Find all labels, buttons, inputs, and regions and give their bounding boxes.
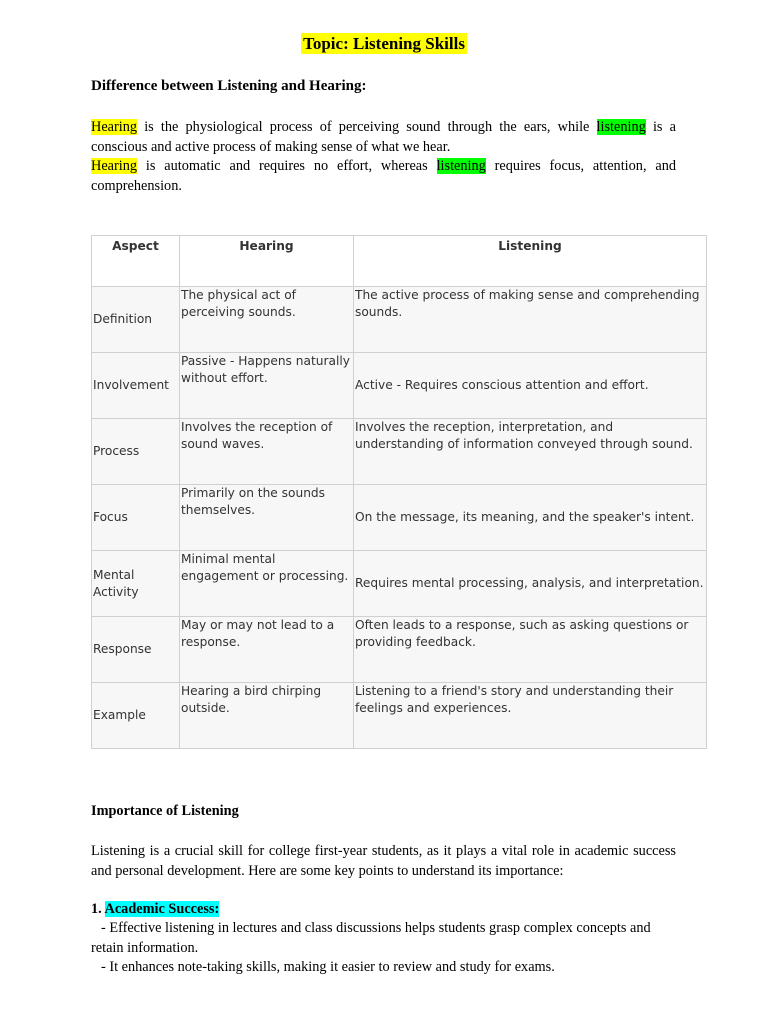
- table-cell-aspect: Definition: [92, 287, 180, 353]
- page-title-text: Topic: Listening Skills: [303, 34, 465, 53]
- point-heading: [91, 900, 691, 920]
- paragraph-text: is a conscious and active process of making sense of what we hear.: [91, 119, 676, 155]
- table-cell-listening: Listening to a friend's story and understanding their feelings and experiences.: [354, 683, 707, 749]
- page-title: [0, 34, 768, 54]
- table-cell-listening: Requires mental processing, analysis, and interpretation.: [354, 551, 707, 617]
- table-cell-listening: Involves the reception, interpretation, and understanding of information conveyed through sound.: [354, 419, 707, 485]
- table-row: [92, 551, 707, 617]
- paragraph-importance-intro: Listening is a crucial skill for college first-year students, as it plays a vital role in academic success and personal development. Here are some key points to understand its importance:: [91, 843, 676, 879]
- table-cell-hearing: Involves the reception of sound waves.: [180, 419, 354, 485]
- table-cell-hearing: Minimal mental engagement or processing.: [180, 551, 354, 617]
- table-header: Listening: [354, 236, 707, 287]
- table-cell-aspect: Focus: [92, 485, 180, 551]
- paragraph-text: is the physiological process of perceiving sound through the ears, while: [137, 119, 597, 135]
- table-cell-listening: Active - Requires conscious attention and effort.: [354, 353, 707, 419]
- table-cell-listening: Often leads to a response, such as asking questions or providing feedback.: [354, 617, 707, 683]
- section-heading-importance: Importance of Listening: [91, 803, 239, 819]
- table-cell-aspect: Mental Activity: [92, 551, 180, 617]
- section-heading-difference: Difference between Listening and Hearing:: [91, 78, 367, 94]
- paragraph-definition: [91, 118, 676, 196]
- table-row: [92, 419, 707, 485]
- highlight-hearing: Hearing: [91, 119, 138, 135]
- table-cell-aspect: Involvement: [92, 353, 180, 419]
- point-number: 1.: [91, 901, 105, 917]
- table-cell-hearing: May or may not lead to a response.: [180, 617, 354, 683]
- table-cell-aspect: Response: [92, 617, 180, 683]
- table-cell-aspect: Example: [92, 683, 180, 749]
- point-title: Academic Success:: [104, 901, 220, 917]
- table-row: [92, 683, 707, 749]
- table-cell-hearing: The physical act of perceiving sounds.: [180, 287, 354, 353]
- highlight-listening: listening: [596, 119, 646, 135]
- table-row: [92, 287, 707, 353]
- table-cell-hearing: Passive - Happens naturally without effort.: [180, 353, 354, 419]
- highlight-listening: listening: [436, 158, 486, 174]
- table-row: [92, 617, 707, 683]
- highlight-hearing: Hearing: [91, 158, 138, 174]
- paragraph-text: is automatic and requires no effort, whereas: [137, 158, 437, 174]
- paragraph-text: requires focus, attention, and comprehension.: [91, 158, 676, 194]
- table-cell-hearing: Hearing a bird chirping outside.: [180, 683, 354, 749]
- table-cell-listening: The active process of making sense and comprehending sounds.: [354, 287, 707, 353]
- table-header: Hearing: [180, 236, 354, 287]
- point-bullet: - It enhances note-taking skills, making it easier to review and study for exams.: [101, 959, 555, 975]
- point-bullet: - Effective listening in lectures and class discussions helps students grasp complex concepts and retain information.: [91, 920, 651, 956]
- table-header: Aspect: [92, 236, 180, 287]
- table-cell-listening: On the message, its meaning, and the speaker's intent.: [354, 485, 707, 551]
- table-cell-hearing: Primarily on the sounds themselves.: [180, 485, 354, 551]
- table-header-row: [92, 236, 707, 287]
- table-cell-aspect: Process: [92, 419, 180, 485]
- comparison-table: [91, 235, 707, 749]
- table-row: [92, 353, 707, 419]
- table-row: [92, 485, 707, 551]
